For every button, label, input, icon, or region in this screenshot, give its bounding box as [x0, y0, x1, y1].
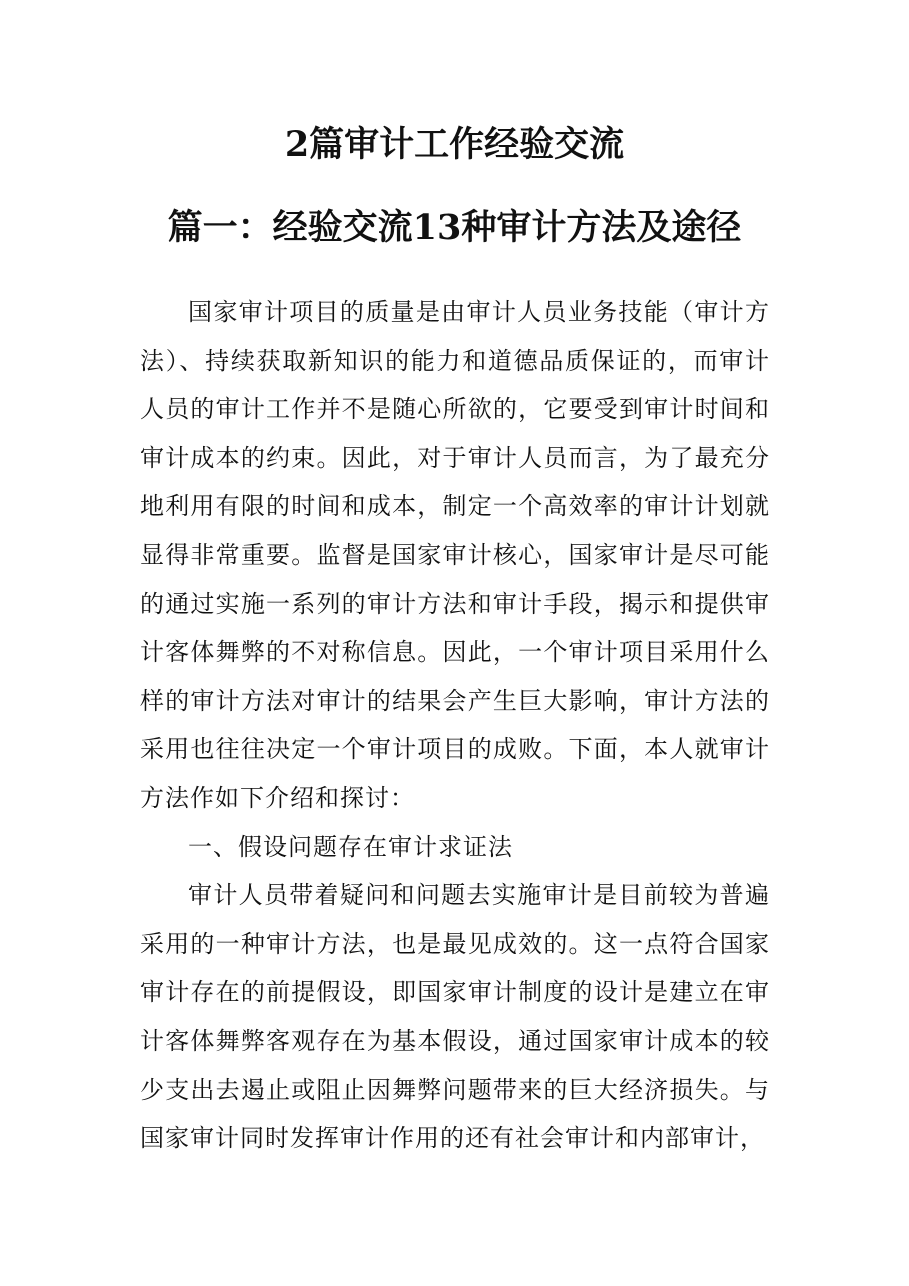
document-body [140, 288, 770, 1163]
paragraph-section-1: 审计人员带着疑问和问题去实施审计是目前较为普遍采用的一种审计方法，也是最见成效的。这一点符合国家审计存在的前提假设，即国家审计制度的设计是建立在审计客体舞弊客观存在为基本假设，通过国家审计成本的较少支出去遏止或阻止因舞弊问题带来的巨大经济损失。与国家审计同时发挥审计作用的还有社会审计和内部审计， [140, 881, 770, 1153]
section-heading: 一、假设问题存在审计求证法 [188, 832, 513, 861]
document-title: 2篇审计工作经验交流 [284, 124, 625, 165]
document-subtitle: 篇一：经验交流13种审计方法及途径 [167, 207, 742, 248]
paragraph-intro: 国家审计项目的质量是由审计人员业务技能（审计方法）、持续获取新知识的能力和道德品质保证的，而审计人员的审计工作并不是随心所欲的，它要受到审计时间和审计成本的约束。因此，对于审计人员而言，为了最充分地利用有限的时间和成本，制定一个高效率的审计计划就显得非常重要。监督是国家审计核心，国家审计是尽可能的通过实施一系列的审计方法和审计手段，揭示和提供审计客体舞弊的不对称信息。因此，一个审计项目采用什么样的审计方法对审计的结果会产生巨大影响，审计方法的采用也往往决定一个审计项目的成败。下面，本人就审计方法作如下介绍和探讨： [140, 298, 770, 812]
